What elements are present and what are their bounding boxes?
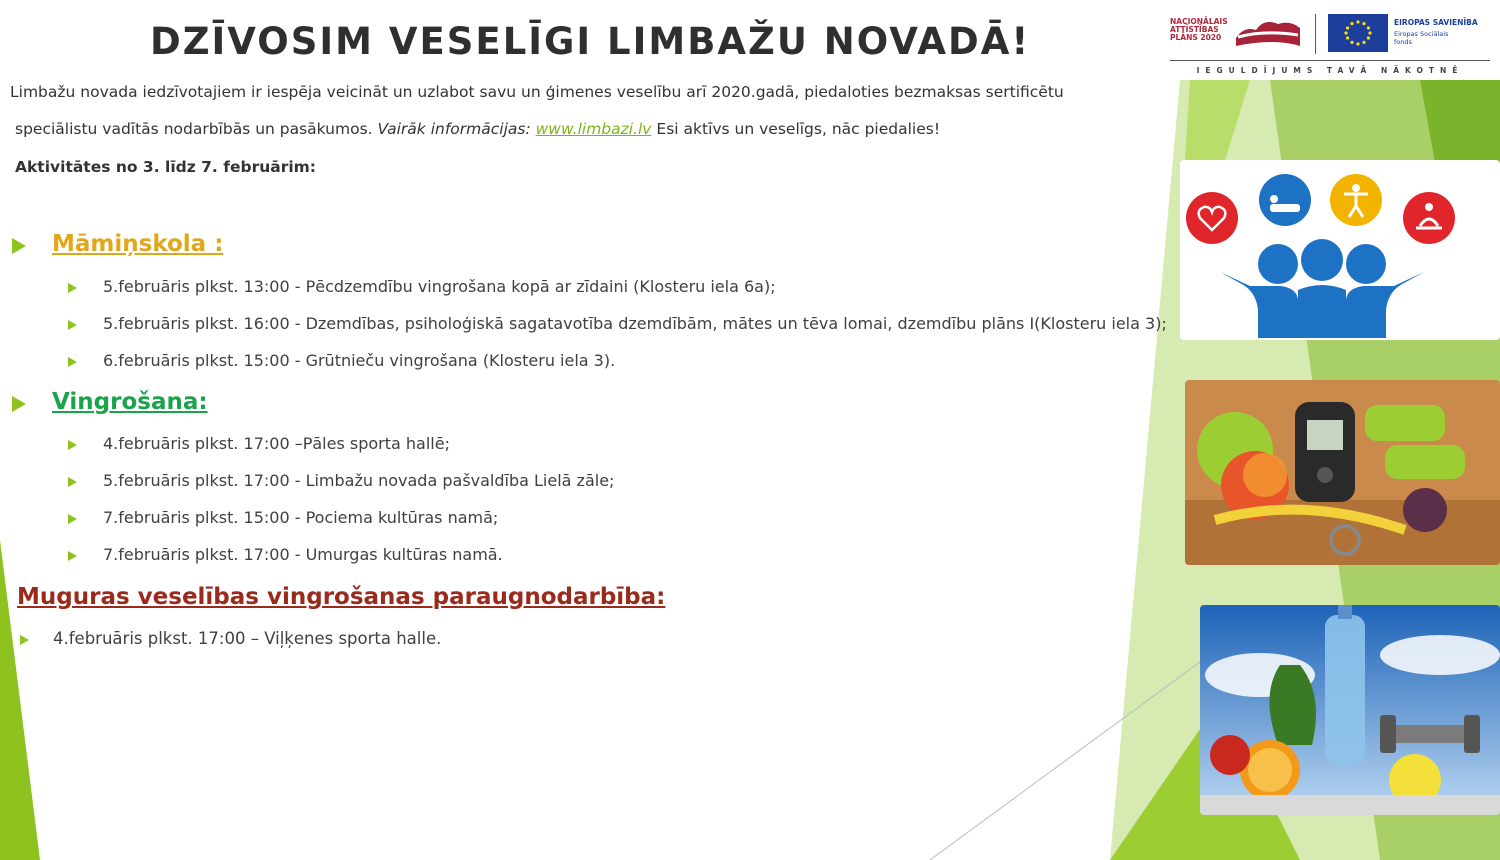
logo-strip: [1170, 10, 1490, 80]
fitness-water-photo: [1200, 605, 1500, 815]
logo-separator: [1315, 14, 1316, 54]
intro-more-info: Vairāk informācijas:: [377, 120, 536, 138]
nap-line: NACIONĀLAIS: [1170, 17, 1228, 26]
list-item: 5.februāris plkst. 17:00 - Limbažu novada pašvaldība Lielā zāle;: [103, 471, 615, 490]
item-bullet: [68, 440, 77, 450]
nap-line: PLĀNS 2020: [1170, 33, 1222, 42]
sleep-icon: [1259, 174, 1311, 226]
health-icons-illustration: [1180, 160, 1500, 340]
intro-line-1: Limbažu novada iedzīvotajiem ir iespēja veicināt un uzlabot savu un ģimenes veselību arī 2020.gadā, piedaloties bezmaksas sertificētu: [10, 83, 1064, 101]
intro-line-2: [15, 120, 940, 138]
item-bullet: [68, 357, 77, 367]
item-bullet: [68, 320, 77, 330]
page-title: DZĪVOSIM VESELĪGI LIMBAŽU NOVADĀ!: [150, 20, 1031, 63]
eu-title: EIROPAS SAVIENĪBA: [1394, 18, 1478, 27]
section-heading-maminskola: Māmiņskola :: [52, 231, 224, 257]
list-item: 6.februāris plkst. 15:00 - Grūtnieču vingrošana (Klosteru iela 3).: [103, 351, 616, 370]
list-item: 5.februāris plkst. 13:00 - Pēcdzemdību vingrošana kopā ar zīdaini (Klosteru iela 6a);: [103, 277, 776, 296]
activities-dates: Aktivitātes no 3. līdz 7. februārim:: [15, 158, 317, 176]
healthy-food-photo: [1185, 380, 1500, 565]
website-link[interactable]: www.limbazi.lv: [535, 120, 652, 138]
item-bullet: [20, 635, 29, 645]
item-bullet: [68, 514, 77, 524]
team-people-icon: [1220, 239, 1424, 338]
list-item: 7.februāris plkst. 15:00 - Pociema kultūras namā;: [103, 508, 499, 527]
nap-line: ATTĪSTĪBAS: [1170, 25, 1219, 34]
section-heading-vingrosana: Vingrošana:: [52, 389, 208, 415]
section-heading-muguras: Muguras veselības vingrošanas paraugnodarbība:: [17, 584, 666, 610]
list-item: 4.februāris plkst. 17:00 – Viļķenes sporta halle.: [53, 629, 442, 648]
list-item: 4.februāris plkst. 17:00 –Pāles sporta hallē;: [103, 434, 450, 453]
eu-flag-logo: [1328, 14, 1388, 52]
eu-sub-line: fonds: [1394, 38, 1412, 46]
list-item: 5.februāris plkst. 16:00 - Dzemdības, psiholoģiskā sagatavotība dzemdībām, mātes un tēva lomai, dzemdību plāns I(Klosteru iela 3);: [103, 314, 1167, 333]
item-bullet: [68, 477, 77, 487]
heart-icon: [1186, 192, 1238, 244]
item-bullet: [68, 551, 77, 561]
nap-logo-text: [1170, 18, 1228, 42]
intro-cta: Esi aktīvs un veselīgs, nāc piedalies!: [651, 120, 941, 138]
logo-tagline: IEGULDĪJUMS TAVĀ NĀKOTNĒ: [1196, 66, 1464, 75]
section-bullet: [12, 238, 26, 254]
intro-text: speciālistu vadītās nodarbībās un pasākumos.: [15, 120, 378, 138]
logo-divider: [1170, 60, 1490, 61]
section-bullet: [12, 396, 26, 412]
latvia-flag-logo: [1234, 16, 1304, 48]
eu-subtitle: [1394, 30, 1448, 46]
eu-sub-line: Eiropas Sociālais: [1394, 30, 1449, 38]
item-bullet: [68, 283, 77, 293]
list-item: 7.februāris plkst. 17:00 - Umurgas kultūras namā.: [103, 545, 503, 564]
intro-line-3: [15, 158, 316, 176]
